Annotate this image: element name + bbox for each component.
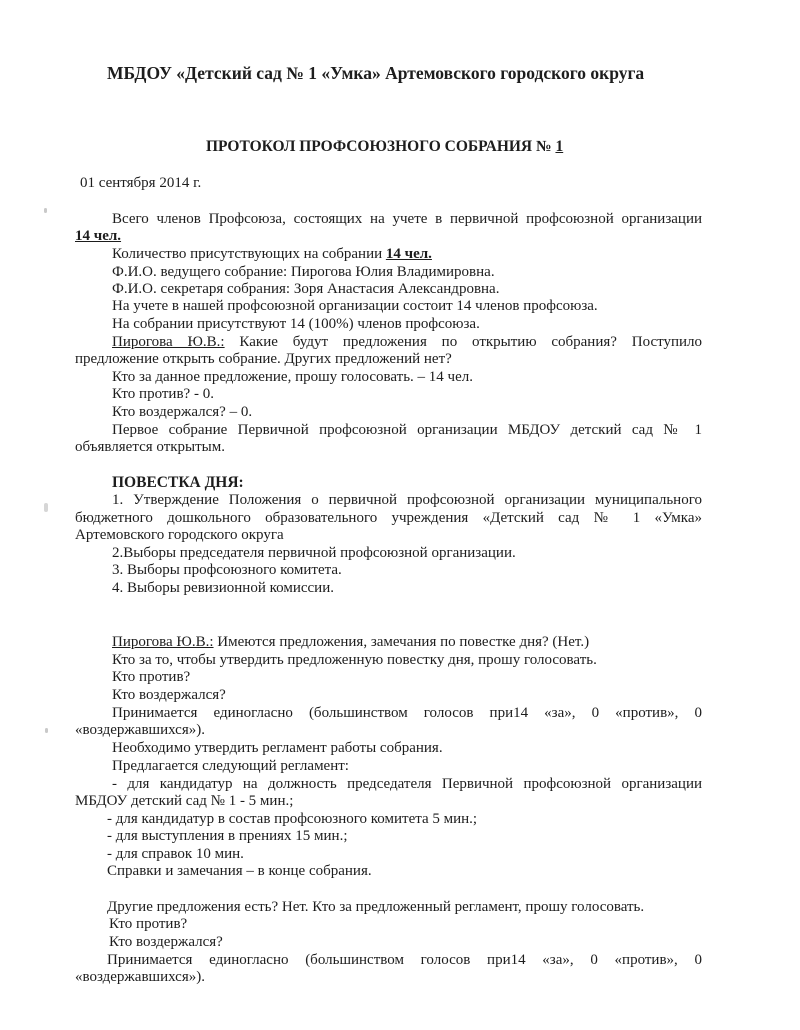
agenda-item-4: 4. Выборы ревизионной комиссии. <box>112 580 334 596</box>
regulation-item-5: Справки и замечания – в конце собрания. <box>107 863 372 879</box>
regulation-need: Необходимо утвердить регламент работы собрания. <box>112 740 443 756</box>
opened-line: Первое собрание Первичной профсоюзной организации МБДОУ детский сад № 1 <box>112 422 702 438</box>
secretary-line: Ф.И.О. секретаря собрания: Зоря Анастасия Александровна. <box>112 281 500 297</box>
vote-for-line: Кто за данное предложение, прошу голосовать. – 14 чел. <box>112 369 473 385</box>
unanimous-line: Принимается единогласно (большинством голосов при14 «за», 0 «против», 0 <box>112 705 702 721</box>
regulation-item-4: - для справок 10 мин. <box>107 846 244 862</box>
opening-question: Какие будут предложения по открытию собрания? Поступило <box>224 334 703 350</box>
agenda-heading: ПОВЕСТКА ДНЯ: <box>112 474 244 491</box>
abstain-question: Кто воздержался? <box>112 687 226 703</box>
other-proposals-line: Другие предложения есть? Нет. Кто за предложенный регламент, прошу голосовать. <box>107 899 645 915</box>
scan-speck <box>45 728 48 733</box>
agenda-item-2: 2.Выборы председателя первичной профсоюзной организации. <box>112 545 516 561</box>
agenda-item-1-end: Артемовского городского округа <box>75 527 284 543</box>
scan-speck <box>44 503 48 512</box>
regulation-item-2: - для кандидатур в состав профсоюзного комитета 5 мин.; <box>107 811 478 827</box>
speaker-name: Пирогова Ю.В.: <box>112 334 225 350</box>
protocol-number: 1 <box>555 138 564 155</box>
unanimous-line-2: Принимается единогласно (большинством голосов при14 «за», 0 «против», 0 <box>107 952 702 968</box>
members-line: Всего членов Профсоюза, состоящих на учете в первичной профсоюзной организации <box>112 211 702 227</box>
agenda-item-1-cont: бюджетного дошкольного образовательного учреждения «Детский сад № 1 «Умка» <box>75 510 702 526</box>
agenda-vote-line: Кто за то, чтобы утвердить предложенную повестку дня, прошу голосовать. <box>112 652 597 668</box>
abstain-question-2: Кто воздержался? <box>109 934 223 950</box>
registered-line: На учете в нашей профсоюзной организации состоит 14 членов профсоюза. <box>112 298 598 314</box>
protocol-title-text: ПРОТОКОЛ ПРОФСОЮЗНОГО СОБРАНИЯ № <box>206 138 556 155</box>
present-count: 14 чел. <box>385 246 432 262</box>
opening-question-cont: предложение открыть собрание. Других предложений нет? <box>75 351 452 367</box>
opening-question-line <box>112 334 702 351</box>
protocol-date: 01 сентября 2014 г. <box>80 175 202 191</box>
opened-line-cont: объявляется открытым. <box>75 439 225 455</box>
regulation-item-3: - для выступления в прениях 15 мин.; <box>107 828 348 844</box>
chair-line: Ф.И.О. ведущего собрание: Пирогова Юлия Владимировна. <box>112 264 495 280</box>
regulation-proposed: Предлагается следующий регламент: <box>112 758 349 774</box>
agenda-item-1: 1. Утверждение Положения о первичной профсоюзной организации муниципального <box>112 492 702 508</box>
members-count: 14 чел. <box>75 228 122 244</box>
vote-abstain-line: Кто воздержался? – 0. <box>112 404 253 420</box>
present-line <box>112 246 432 263</box>
protocol-title <box>206 138 563 155</box>
unanimous-line-cont: «воздержавшихся»). <box>75 722 205 738</box>
organization-title: МБДОУ «Детский сад № 1 «Умка» Артемовского городского округа <box>107 63 645 83</box>
scan-speck <box>44 208 47 213</box>
agenda-question: Имеются предложения, замечания по повестке дня? (Нет.) <box>213 634 590 650</box>
unanimous-line-2-cont: «воздержавшихся»). <box>75 969 205 985</box>
speaker-name-2: Пирогова Ю.В.: <box>112 634 214 650</box>
regulation-item-1-cont: МБДОУ детский сад № 1 - 5 мин.; <box>75 793 294 809</box>
against-question: Кто против? <box>112 669 191 685</box>
regulation-item-1: - для кандидатур на должность председателя Первичной профсоюзной организации <box>112 776 702 792</box>
attending-line: На собрании присутствуют 14 (100%) членов профсоюза. <box>112 316 480 332</box>
against-question-2: Кто против? <box>109 916 188 932</box>
agenda-question-line <box>112 634 589 651</box>
agenda-item-3: 3. Выборы профсоюзного комитета. <box>112 562 342 578</box>
present-label: Количество присутствующих на собрании <box>112 246 386 262</box>
vote-against-line: Кто против? - 0. <box>112 386 214 402</box>
